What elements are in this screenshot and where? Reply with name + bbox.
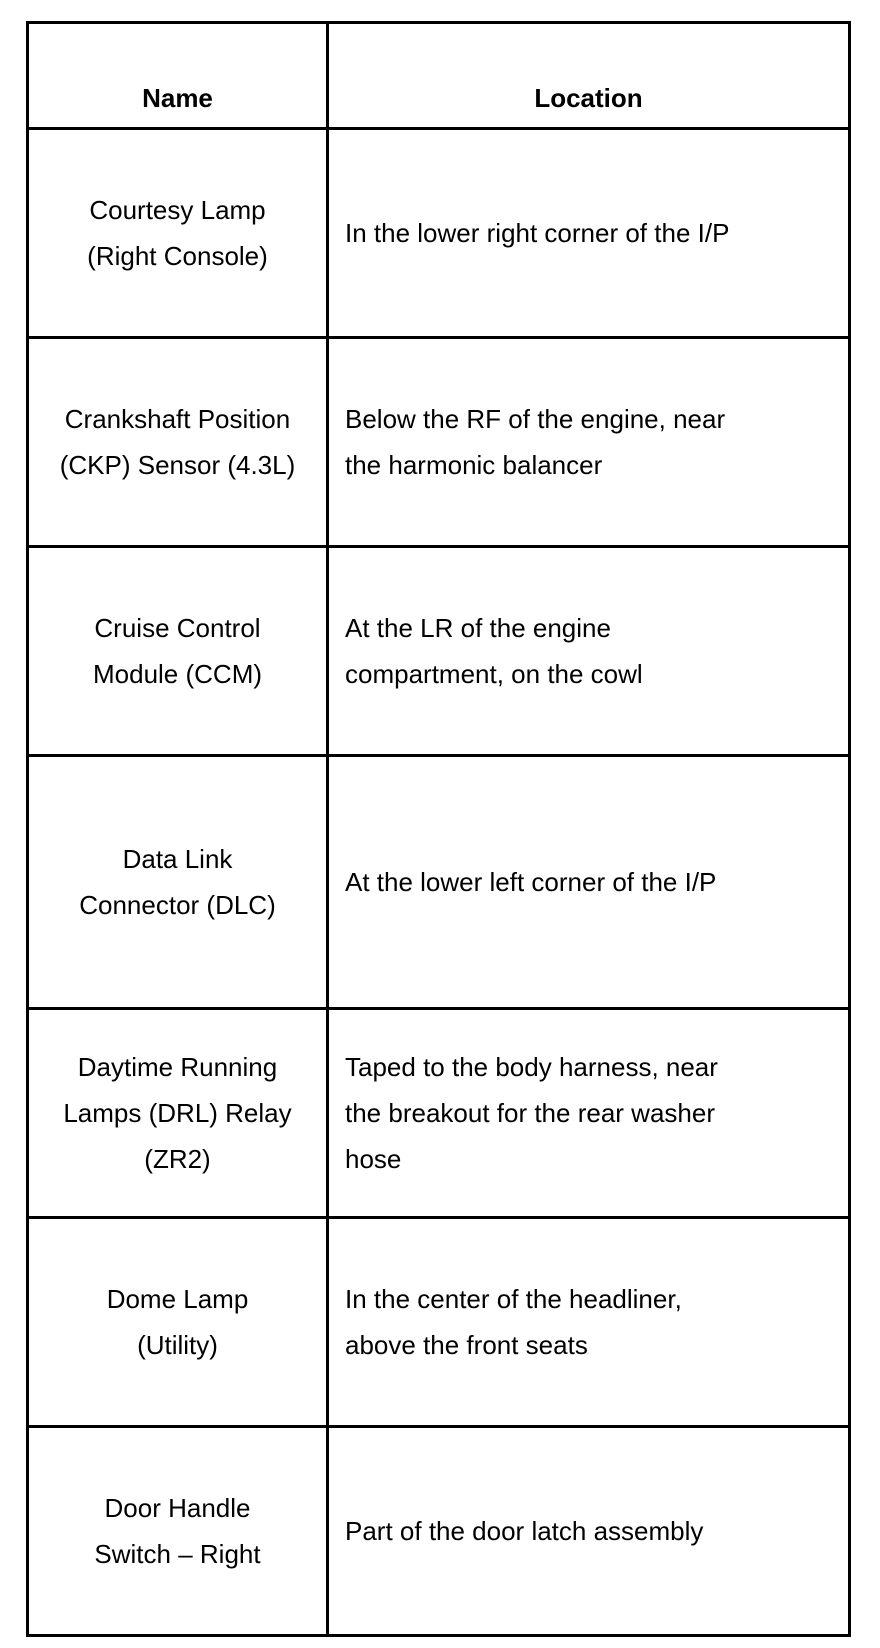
column-header-location: Location <box>328 23 850 129</box>
component-location-table-wrapper <box>26 21 848 1637</box>
component-name: Daytime Running Lamps (DRL) Relay (ZR2) <box>63 1052 292 1174</box>
component-name: Cruise Control Module (CCM) <box>92 613 263 689</box>
table-row <box>28 338 850 547</box>
column-header-name: Name <box>28 23 328 129</box>
table-row <box>28 1009 850 1218</box>
component-location-cell <box>328 338 850 547</box>
component-location: Part of the door latch assembly <box>345 1516 704 1546</box>
component-location-cell <box>328 1427 850 1636</box>
component-location: Below the RF of the engine, near the harmonic balancer <box>345 404 726 480</box>
component-location-cell <box>328 129 850 338</box>
table-row <box>28 129 850 338</box>
component-name: Door Handle Switch – Right <box>94 1493 261 1569</box>
component-name: Courtesy Lamp (Right Console) <box>87 195 268 271</box>
component-location: In the center of the headliner, above the front seats <box>345 1284 682 1360</box>
table-header-row <box>28 23 850 129</box>
component-location: In the lower right corner of the I/P <box>345 218 730 248</box>
component-location-cell <box>328 1009 850 1218</box>
component-location: At the LR of the engine compartment, on the cowl <box>345 613 643 689</box>
component-location-cell <box>328 1218 850 1427</box>
component-name: Dome Lamp (Utility) <box>106 1284 249 1360</box>
component-name-cell <box>28 129 328 338</box>
table-row <box>28 1218 850 1427</box>
component-name-cell <box>28 547 328 756</box>
component-location: Taped to the body harness, near the breakout for the rear washer hose <box>345 1052 718 1174</box>
table-row <box>28 547 850 756</box>
component-name-cell <box>28 1427 328 1636</box>
component-name-cell <box>28 756 328 1009</box>
component-name: Data Link Connector (DLC) <box>79 844 276 920</box>
table-row <box>28 756 850 1009</box>
component-location-cell <box>328 756 850 1009</box>
component-location-table <box>26 21 851 1637</box>
component-name-cell <box>28 1009 328 1218</box>
component-name-cell <box>28 1218 328 1427</box>
table-row <box>28 1427 850 1636</box>
component-location-cell <box>328 547 850 756</box>
component-location: At the lower left corner of the I/P <box>345 867 717 897</box>
component-name: Crankshaft Position (CKP) Sensor (4.3L) <box>59 404 296 480</box>
component-name-cell <box>28 338 328 547</box>
